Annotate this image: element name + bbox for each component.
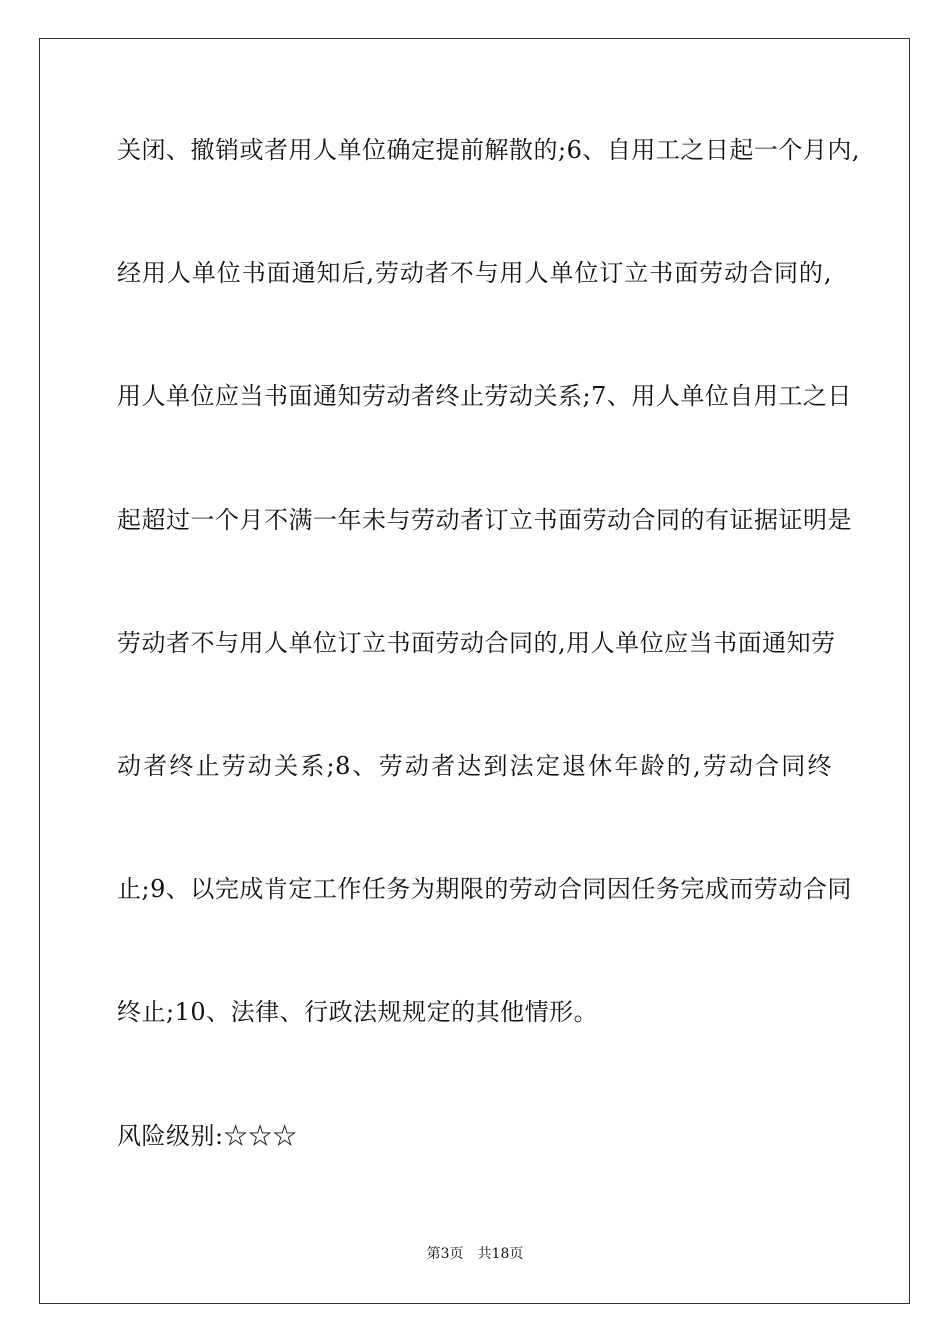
- body-text-line: 动者终止劳动关系;8、劳动者达到法定退休年龄的,劳动合同终: [117, 752, 832, 780]
- body-text-line: 关闭、撤销或者用人单位确定提前解散的;6、自用工之日起一个月内,: [117, 136, 860, 164]
- body-text-line: 经用人单位书面通知后,劳动者不与用人单位订立书面劳动合同的,: [117, 259, 832, 287]
- risk-level-line: 风险级别:☆☆☆: [117, 1122, 298, 1150]
- body-text-line: 终止;10、法律、行政法规规定的其他情形。: [117, 998, 599, 1026]
- page-number: 第3页: [426, 1246, 464, 1262]
- page-footer: [0, 1244, 950, 1264]
- body-text-line: 用人单位应当书面通知劳动者终止劳动关系;7、用人单位自用工之日: [117, 382, 852, 410]
- page-border: [39, 38, 910, 1304]
- body-text-line: 止;9、以完成肯定工作任务为期限的劳动合同因任务完成而劳动合同: [117, 875, 852, 903]
- body-text-line: 劳动者不与用人单位订立书面劳动合同的,用人单位应当书面通知劳: [117, 629, 836, 657]
- total-pages: 共18页: [477, 1246, 524, 1262]
- body-text-line: 起超过一个月不满一年未与劳动者订立书面劳动合同的有证据证明是: [117, 506, 852, 534]
